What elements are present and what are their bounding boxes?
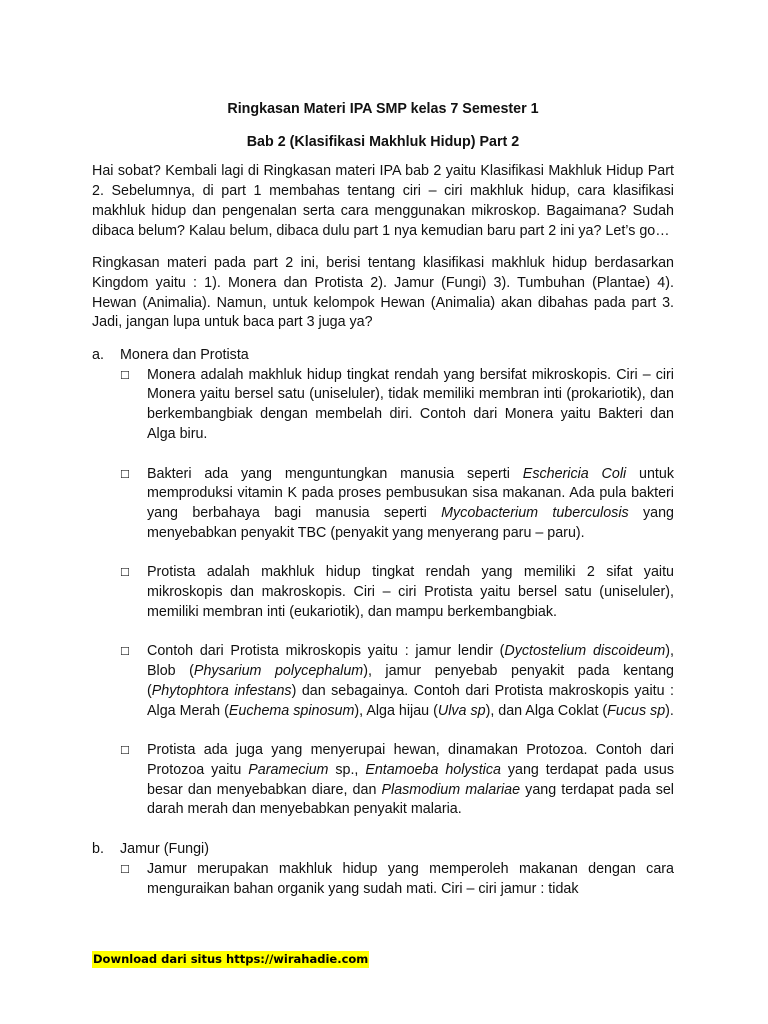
list-item: [120, 563, 674, 622]
section-heading: [92, 346, 674, 366]
section-title: Jamur (Fungi): [120, 841, 209, 858]
section-heading: [92, 840, 674, 860]
document-subtitle: Bab 2 (Klasifikasi Makhluk Hidup) Part 2: [246, 133, 520, 150]
download-source-footer: Download dari situs https://wirahadie.com: [93, 952, 369, 966]
list-item-text: Protista ada juga yang menyerupai hewan, dinamakan Protozoa. Contoh dari Protozoa yaitu Paramecium sp., Entamoeba holystica yang terdapat pada usus besar dan menyebabkan diare, dan Plasmodium malariae yang terdapat pada sel darah merah dan menyebabkan penyakit malaria.: [147, 742, 675, 818]
list-item-text: Protista adalah makhluk hidup tingkat rendah yang memiliki 2 sifat yaitu mikroskopis dan makroskopis. Ciri – ciri Protista yaitu bersel satu (uniseluler), memiliki membran inti (eukariotik), dan mampu berkembangbiak.: [147, 564, 674, 620]
list-item: [120, 860, 674, 899]
list-item-text: Contoh dari Protista mikroskopis yaitu : jamur lendir (Dyctostelium discoideum), Blob (Physarium polycephalum), jamur penyebab penyakit pada kentang (Phytophtora infestans) dan sebagainya. Contoh dari Protista makroskopis yaitu : Alga Merah (Euchema spinosum), Alga hijau (Ulva sp), dan Alga Coklat (Fucus sp).: [147, 643, 675, 719]
document-title: Ringkasan Materi IPA SMP kelas 7 Semester 1: [227, 101, 539, 117]
checkbox-bullet-icon: ☐: [120, 566, 130, 580]
list-item: [120, 465, 674, 544]
checkbox-bullet-icon: ☐: [120, 744, 130, 758]
intro-paragraph: Hai sobat? Kembali lagi di Ringkasan materi IPA bab 2 yaitu Klasifikasi Makhluk Hidup Part 2. Sebelumnya, di part 1 membahas tentang ciri – ciri makhluk hidup, cara klasifikasi makhluk hidup dan pengenalan serta cara menggunakan mikroskop. Bagaimana? Sudah dibaca belum? Kalau belum, dibaca dulu part 1 nya kemudian baru part 2 ini ya? Let’s go…: [92, 163, 674, 239]
section-title: Monera dan Protista: [120, 347, 249, 364]
section-letter: a.: [92, 347, 104, 364]
list-item-text: Bakteri ada yang menguntungkan manusia seperti Eschericia Coli untuk memproduksi vitamin K pada proses pembusukan sisa makanan. Ada pula bakteri yang berbahaya bagi manusia seperti Mycobacterium tuberculosis yang menyebabkan penyakit TBC (penyakit yang menyerang paru – paru).: [147, 465, 674, 541]
summary-paragraph: Ringkasan materi pada part 2 ini, berisi tentang klasifikasi makhluk hidup berdasarkan Kingdom yaitu : 1). Monera dan Protista 2). Jamur (Fungi) 3). Tumbuhan (Plantae) 4). Hewan (Animalia). Namun, untuk kelompok Hewan (Animalia) akan dibahas pada part 3. Jadi, jangan lupa untuk baca part 3 juga ya?: [92, 255, 674, 331]
list-item: [120, 366, 674, 445]
checkbox-bullet-icon: ☐: [120, 467, 130, 481]
checkbox-bullet-icon: ☐: [120, 862, 130, 876]
list-item: [120, 642, 674, 721]
checkbox-bullet-icon: ☐: [120, 645, 130, 659]
document-page: [92, 100, 674, 899]
checkbox-bullet-icon: ☐: [120, 368, 130, 382]
list-item-text: Monera adalah makhluk hidup tingkat rendah yang bersifat mikroskopis. Ciri – ciri Monera yaitu bersel satu (uniseluler), tidak memiliki membran inti (prokariotik), dan berkembangbiak dengan membelah diri. Contoh dari Monera yaitu Bakteri dan Alga biru.: [147, 366, 674, 442]
section-letter: b.: [92, 841, 104, 858]
list-item-text: Jamur merupakan makhluk hidup yang memperoleh makanan dengan cara menguraikan bahan organik yang sudah mati. Ciri – ciri jamur : tidak: [147, 860, 674, 897]
section-jamur-fungi: [92, 840, 674, 899]
section-monera-protista: [92, 346, 674, 820]
list-item: [120, 741, 674, 820]
